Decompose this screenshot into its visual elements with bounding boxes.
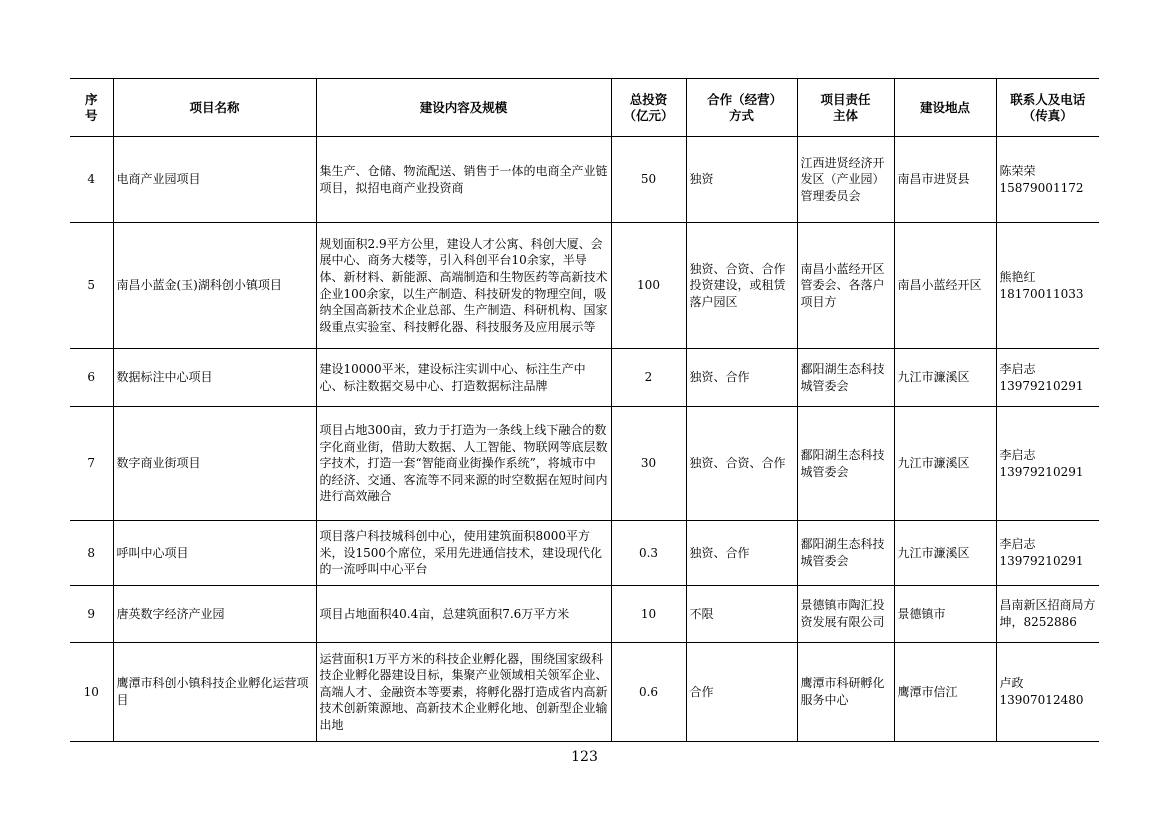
cell-mode: 独资、合资、合作投资建设，或租赁落户园区 [686, 223, 797, 349]
cell-owner: 鄱阳湖生态科技城管委会 [797, 349, 894, 407]
contact-name: 李启志 [999, 537, 1036, 552]
cell-seq: 8 [70, 521, 113, 586]
cell-contact [996, 643, 1099, 742]
cell-location: 九江市濂溪区 [894, 349, 996, 407]
cell-owner: 江西进贤经济开发区（产业园）管理委员会 [797, 137, 894, 223]
cell-name: 数字商业街项目 [113, 407, 316, 521]
contact-phone: 18170011033 [999, 286, 1084, 301]
contact-phone: 15879001172 [999, 180, 1084, 195]
header-content: 建设内容及规模 [316, 79, 611, 137]
cell-contact [996, 349, 1099, 407]
cell-content: 运营面积1万平方米的科技企业孵化器，围绕国家级科技企业孵化器建设目标，集聚产业领域相关领军企业、高端人才、金融资本等要素，将孵化器打造成省内高新技术创新策源地、高新技术企业孵化地、创新型企业输出地 [316, 643, 611, 742]
header-owner: 项目责任主体 [797, 79, 894, 137]
cell-owner: 鄱阳湖生态科技城管委会 [797, 521, 894, 586]
cell-seq: 5 [70, 223, 113, 349]
cell-content: 集生产、仓储、物流配送、销售于一体的电商全产业链项目，拟招电商产业投资商 [316, 137, 611, 223]
table-row [70, 137, 1099, 223]
contact-name: 李启志 [999, 447, 1036, 462]
cell-seq: 10 [70, 643, 113, 742]
cell-investment: 10 [611, 586, 686, 643]
cell-owner: 鄱阳湖生态科技城管委会 [797, 407, 894, 521]
contact-name: 昌南新区招商局方坤，8252886 [999, 598, 1096, 629]
cell-mode: 独资、合作 [686, 349, 797, 407]
cell-content: 项目落户科技城科创中心，使用建筑面积8000平方米，设1500个席位，采用先进通信技术，建设现代化的一流呼叫中心平台 [316, 521, 611, 586]
cell-investment: 0.3 [611, 521, 686, 586]
cell-name: 南昌小蓝金(玉)湖科创小镇项目 [113, 223, 316, 349]
cell-investment: 0.6 [611, 643, 686, 742]
header-name: 项目名称 [113, 79, 316, 137]
table-row [70, 643, 1099, 742]
cell-owner: 南昌小蓝经开区管委会、各落户项目方 [797, 223, 894, 349]
contact-phone: 13979210291 [999, 464, 1084, 479]
cell-name: 鹰潭市科创小镇科技企业孵化运营项目 [113, 643, 316, 742]
header-investment: 总投资（亿元） [611, 79, 686, 137]
cell-name: 数据标注中心项目 [113, 349, 316, 407]
header-contact: 联系人及电话（传真） [996, 79, 1099, 137]
cell-content: 项目占地面积40.4亩，总建筑面积7.6万平方米 [316, 586, 611, 643]
project-table [70, 78, 1099, 742]
table-header-row [70, 79, 1099, 137]
cell-location: 九江市濂溪区 [894, 521, 996, 586]
cell-seq: 9 [70, 586, 113, 643]
cell-seq: 6 [70, 349, 113, 407]
contact-phone: 13907012480 [999, 693, 1084, 707]
cell-content: 项目占地300亩，致力于打造为一条线上线下融合的数字化商业街，借助大数据、人工智能、物联网等底层数字技术，打造一套“智能商业街操作系统”，将城市中的经济、交通、客流等不同来源的时空数据在短时间内进行高效融合 [316, 407, 611, 521]
cell-location: 景德镇市 [894, 586, 996, 643]
header-location: 建设地点 [894, 79, 996, 137]
cell-owner: 景德镇市陶汇投资发展有限公司 [797, 586, 894, 643]
cell-owner: 鹰潭市科研孵化服务中心 [797, 643, 894, 742]
cell-content: 建设10000平米，建设标注实训中心、标注生产中心、标注数据交易中心、打造数据标注品牌 [316, 349, 611, 407]
contact-phone: 13979210291 [999, 554, 1084, 568]
table-row [70, 407, 1099, 521]
cell-mode: 独资 [686, 137, 797, 223]
header-seq: 序号 [70, 79, 113, 137]
cell-location: 南昌小蓝经开区 [894, 223, 996, 349]
contact-name: 陈荣荣 [999, 163, 1036, 178]
cell-mode: 合作 [686, 643, 797, 742]
cell-seq: 4 [70, 137, 113, 223]
cell-investment: 50 [611, 137, 686, 223]
table-row [70, 223, 1099, 349]
cell-contact [996, 586, 1099, 643]
cell-location: 九江市濂溪区 [894, 407, 996, 521]
cell-contact [996, 407, 1099, 521]
table-row [70, 586, 1099, 643]
cell-name: 电商产业园项目 [113, 137, 316, 223]
cell-contact [996, 137, 1099, 223]
contact-name: 卢政 [999, 676, 1024, 691]
header-mode: 合作（经营）方式 [686, 79, 797, 137]
contact-name: 熊艳红 [999, 269, 1036, 284]
cell-mode: 独资、合资、合作 [686, 407, 797, 521]
cell-name: 呼叫中心项目 [113, 521, 316, 586]
cell-name: 唐英数字经济产业园 [113, 586, 316, 643]
contact-name: 李启志 [999, 361, 1036, 376]
cell-content: 规划面积2.9平方公里，建设人才公寓、科创大厦、会展中心、商务大楼等，引入科创平台10余家，半导体、新材料、新能源、高端制造和生物医药等高新技术企业100余家，以生产制造、科技研发的物理空间，吸纳全国高新技术企业总部、生产制造、科研机构、国家级重点实验室、科技孵化器、科技服务及应用展示等 [316, 223, 611, 349]
table-row [70, 521, 1099, 586]
cell-investment: 2 [611, 349, 686, 407]
cell-mode: 不限 [686, 586, 797, 643]
cell-mode: 独资、合作 [686, 521, 797, 586]
contact-phone: 13979210291 [999, 378, 1084, 393]
page-number: 123 [571, 749, 598, 765]
table-row [70, 349, 1099, 407]
cell-contact [996, 223, 1099, 349]
cell-location: 南昌市进贤县 [894, 137, 996, 223]
cell-contact [996, 521, 1099, 586]
cell-investment: 100 [611, 223, 686, 349]
cell-location: 鹰潭市信江 [894, 643, 996, 742]
cell-seq: 7 [70, 407, 113, 521]
cell-investment: 30 [611, 407, 686, 521]
